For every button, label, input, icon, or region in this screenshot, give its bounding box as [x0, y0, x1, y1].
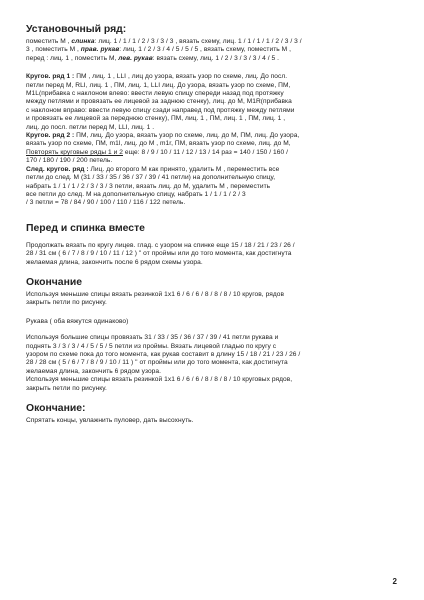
round1-line-4: между петлями и провязать ее лицевой за заднюю стенку), лиц. до М, M1R(прибавка	[26, 98, 292, 106]
ending-text	[26, 417, 398, 425]
sleeves-title: Рукава ( оба вяжутся одинаково)	[26, 317, 129, 325]
sleeves-line-1: Используя большие спицы провязать 31 / 33 / 35 / 36 / 37 / 39 / 41 петли рукава и	[26, 334, 279, 342]
next-round-line-2: петли до след. М (31 / 33 / 35 / 36 / 37 / 39 / 41 петли) на дополнительную спицу,	[26, 174, 276, 182]
round2-line-1	[26, 132, 398, 140]
setup-line-3-a: перед : лиц. 1 , поместить М,	[26, 54, 119, 62]
finish-line-1: Используя меньшие спицы вязать резинкой 1х1 6 / 6 / 6 / 8 / 8 / 8 / 10 кругов, рядов	[26, 290, 284, 298]
setup-line-3-left-sleeve: лев. рукав	[118, 54, 153, 62]
setup-line-1	[26, 38, 398, 46]
front-back-line-3: желаемая длина, закончить после 6 рядом схемы узора.	[26, 258, 203, 266]
sleeves-line-4: 28 / 28 см ( 5 / 6 / 7 / 8 / 9 / 10 / 11 ) " от проймы или до того момента, как достигнута	[26, 359, 288, 367]
page-number: 2	[392, 577, 397, 586]
ending-section	[26, 403, 398, 425]
next-round-label: След. кругов. ряд :	[26, 165, 89, 173]
setup-line-1-back: слинка	[71, 38, 95, 45]
round2-line-2: вязать узор по схеме, ПМ, m1l, лиц. до М , m1r, ПМ, вязать узор по схеме, лиц. до М,	[26, 140, 291, 148]
setup-line-3-b: : вязать схему, лиц. 1 / 2 / 3 / 3 / 3 / 4 / 5 .	[152, 54, 280, 62]
sleeves-text	[26, 334, 398, 393]
sleeves-line-2: поднять 3 / 3 / 3 / 4 / 5 / 5 / 5 петли из проймы. Вязать лицевой гладью по кругу с	[26, 342, 277, 350]
next-round-line-4: все петли до след. М на дополнительную спицу, набрать 1 / 1 / 1 / 2 / 3	[26, 190, 246, 198]
repeat-rest: еще: 8 / 9 / 10 / 11 / 12 / 13 / 14 раз = 140 / 150 / 160 /	[123, 148, 288, 156]
repeat-line-2: 170 / 180 / 190 / 200 петель.	[26, 157, 113, 165]
sleeves-line-6: Используя меньшие спицы вязать резинкой 1х1 6 / 6 / 6 / 8 / 8 / 8 / 10 круговых рядов,	[26, 376, 293, 384]
round1-text-0: ПМ , лиц. 1 , LLI , лиц до узора, вязать узор по схеме, лиц. До посл.	[76, 73, 288, 81]
next-round-line-3: набрать 1 / 1 / 1 / 2 / 3 / 3 / 3 петли, вязать лиц. до М, удалить М , переместить	[26, 182, 271, 190]
sleeves-line-3: узором по схеме пока до того момента, как рукав составит в длину 15 / 18 / 21 / 23 / 26 /	[26, 350, 301, 358]
ending-heading: Окончание:	[26, 403, 86, 414]
front-back-line-2: 28 / 31 см ( 6 / 7 / 8 / 9 / 10 / 11 / 12 ) " от проймы или до того момента, как достигнута	[26, 250, 292, 258]
finish-heading: Окончание	[26, 276, 83, 288]
sleeves-heading	[26, 318, 398, 326]
setup-line-2-b: : лиц. 1 / 2 / 3 / 4 / 5 / 5 / 5 , вязать схему, поместить М ,	[119, 46, 291, 54]
setup-text	[26, 38, 398, 63]
sleeves-line-7: закрыть петли по рисунку.	[26, 384, 107, 392]
round1-label: Кругов. ряд 1 :	[26, 73, 75, 81]
sleeves-line-5: желаемая длина, закончить 6 рядом узора.	[26, 367, 161, 375]
round2-text-0: ПМ, лиц. До узора, вязать узор по схеме, лиц. до М, ПМ, лиц. До узора,	[74, 132, 300, 140]
setup-line-1-b: : лиц. 1 / 1 / 1 / 2 / 3 / 3 / 3 , вязать схему, лиц. 1 / 1 / 1 / 1 / 2 / 3 / 3 /	[94, 38, 302, 45]
setup-line-1-a: поместить М ,	[26, 38, 72, 45]
front-back-heading: Перед и спинка вместе	[26, 222, 145, 234]
front-back-text	[26, 242, 398, 267]
setup-line-2	[26, 46, 398, 54]
front-back-section	[26, 223, 398, 267]
finish-section	[26, 277, 398, 308]
next-round-line-1	[26, 166, 398, 174]
setup-line-3	[26, 55, 398, 63]
round1-line-2: петли перед М, RLI, лиц. 1 , ПМ, лиц. 1, LLI лиц. До узора, вязать узор по схеме, ПМ,	[26, 81, 291, 89]
setup-section	[26, 24, 398, 63]
repeat-underlined: Повторять круговые ряды 1 и 2	[26, 148, 123, 156]
round1-line-3: M1L(прибавка с наклоном влево: ввести левую спицу спереди назад под протяжку	[26, 90, 284, 98]
setup-line-2-right-sleeve: прав. рукав	[80, 46, 120, 54]
setup-heading: Установочный ряд:	[26, 24, 127, 35]
round1-line-6: и провязать ее лицевой за переднюю стенку), ПМ, лиц. 1 , ПМ, лиц. 1 , ПМ, лиц. 1 ,	[26, 115, 286, 123]
repeat-line-1	[26, 149, 398, 157]
rounds-section	[26, 73, 398, 208]
round1-line-5: с наклоном вправо: ввести левую спицу сзади направед под протяжку между петлями	[26, 106, 295, 114]
round1-line-7: лиц. до посл. петли перед М, LLI, лиц. 1 .	[26, 123, 155, 131]
finish-text	[26, 291, 398, 308]
rounds-text	[26, 73, 398, 208]
setup-line-2-a: 3 , поместить М ,	[26, 46, 81, 54]
ending-line-1: Спрятать концы, увлажнить пуловер, дать высохнуть.	[26, 417, 194, 424]
finish-line-2: закрыть петли по рисунку.	[26, 299, 107, 307]
sleeves-section	[26, 318, 398, 393]
next-round-text-0: Лиц. до второго М как принято, удалить М , переместить все	[88, 165, 280, 173]
round1-line-1	[26, 73, 398, 81]
round2-label: Кругов. ряд 2 :	[26, 132, 75, 140]
next-round-line-5: / 3 петли = 78 / 84 / 90 / 100 / 110 / 116 / 122 петель.	[26, 199, 186, 207]
front-back-line-1: Продолжать вязать по кругу лицев. глад. с узором на спинке еще 15 / 18 / 21 / 23 / 26 /	[26, 241, 295, 249]
